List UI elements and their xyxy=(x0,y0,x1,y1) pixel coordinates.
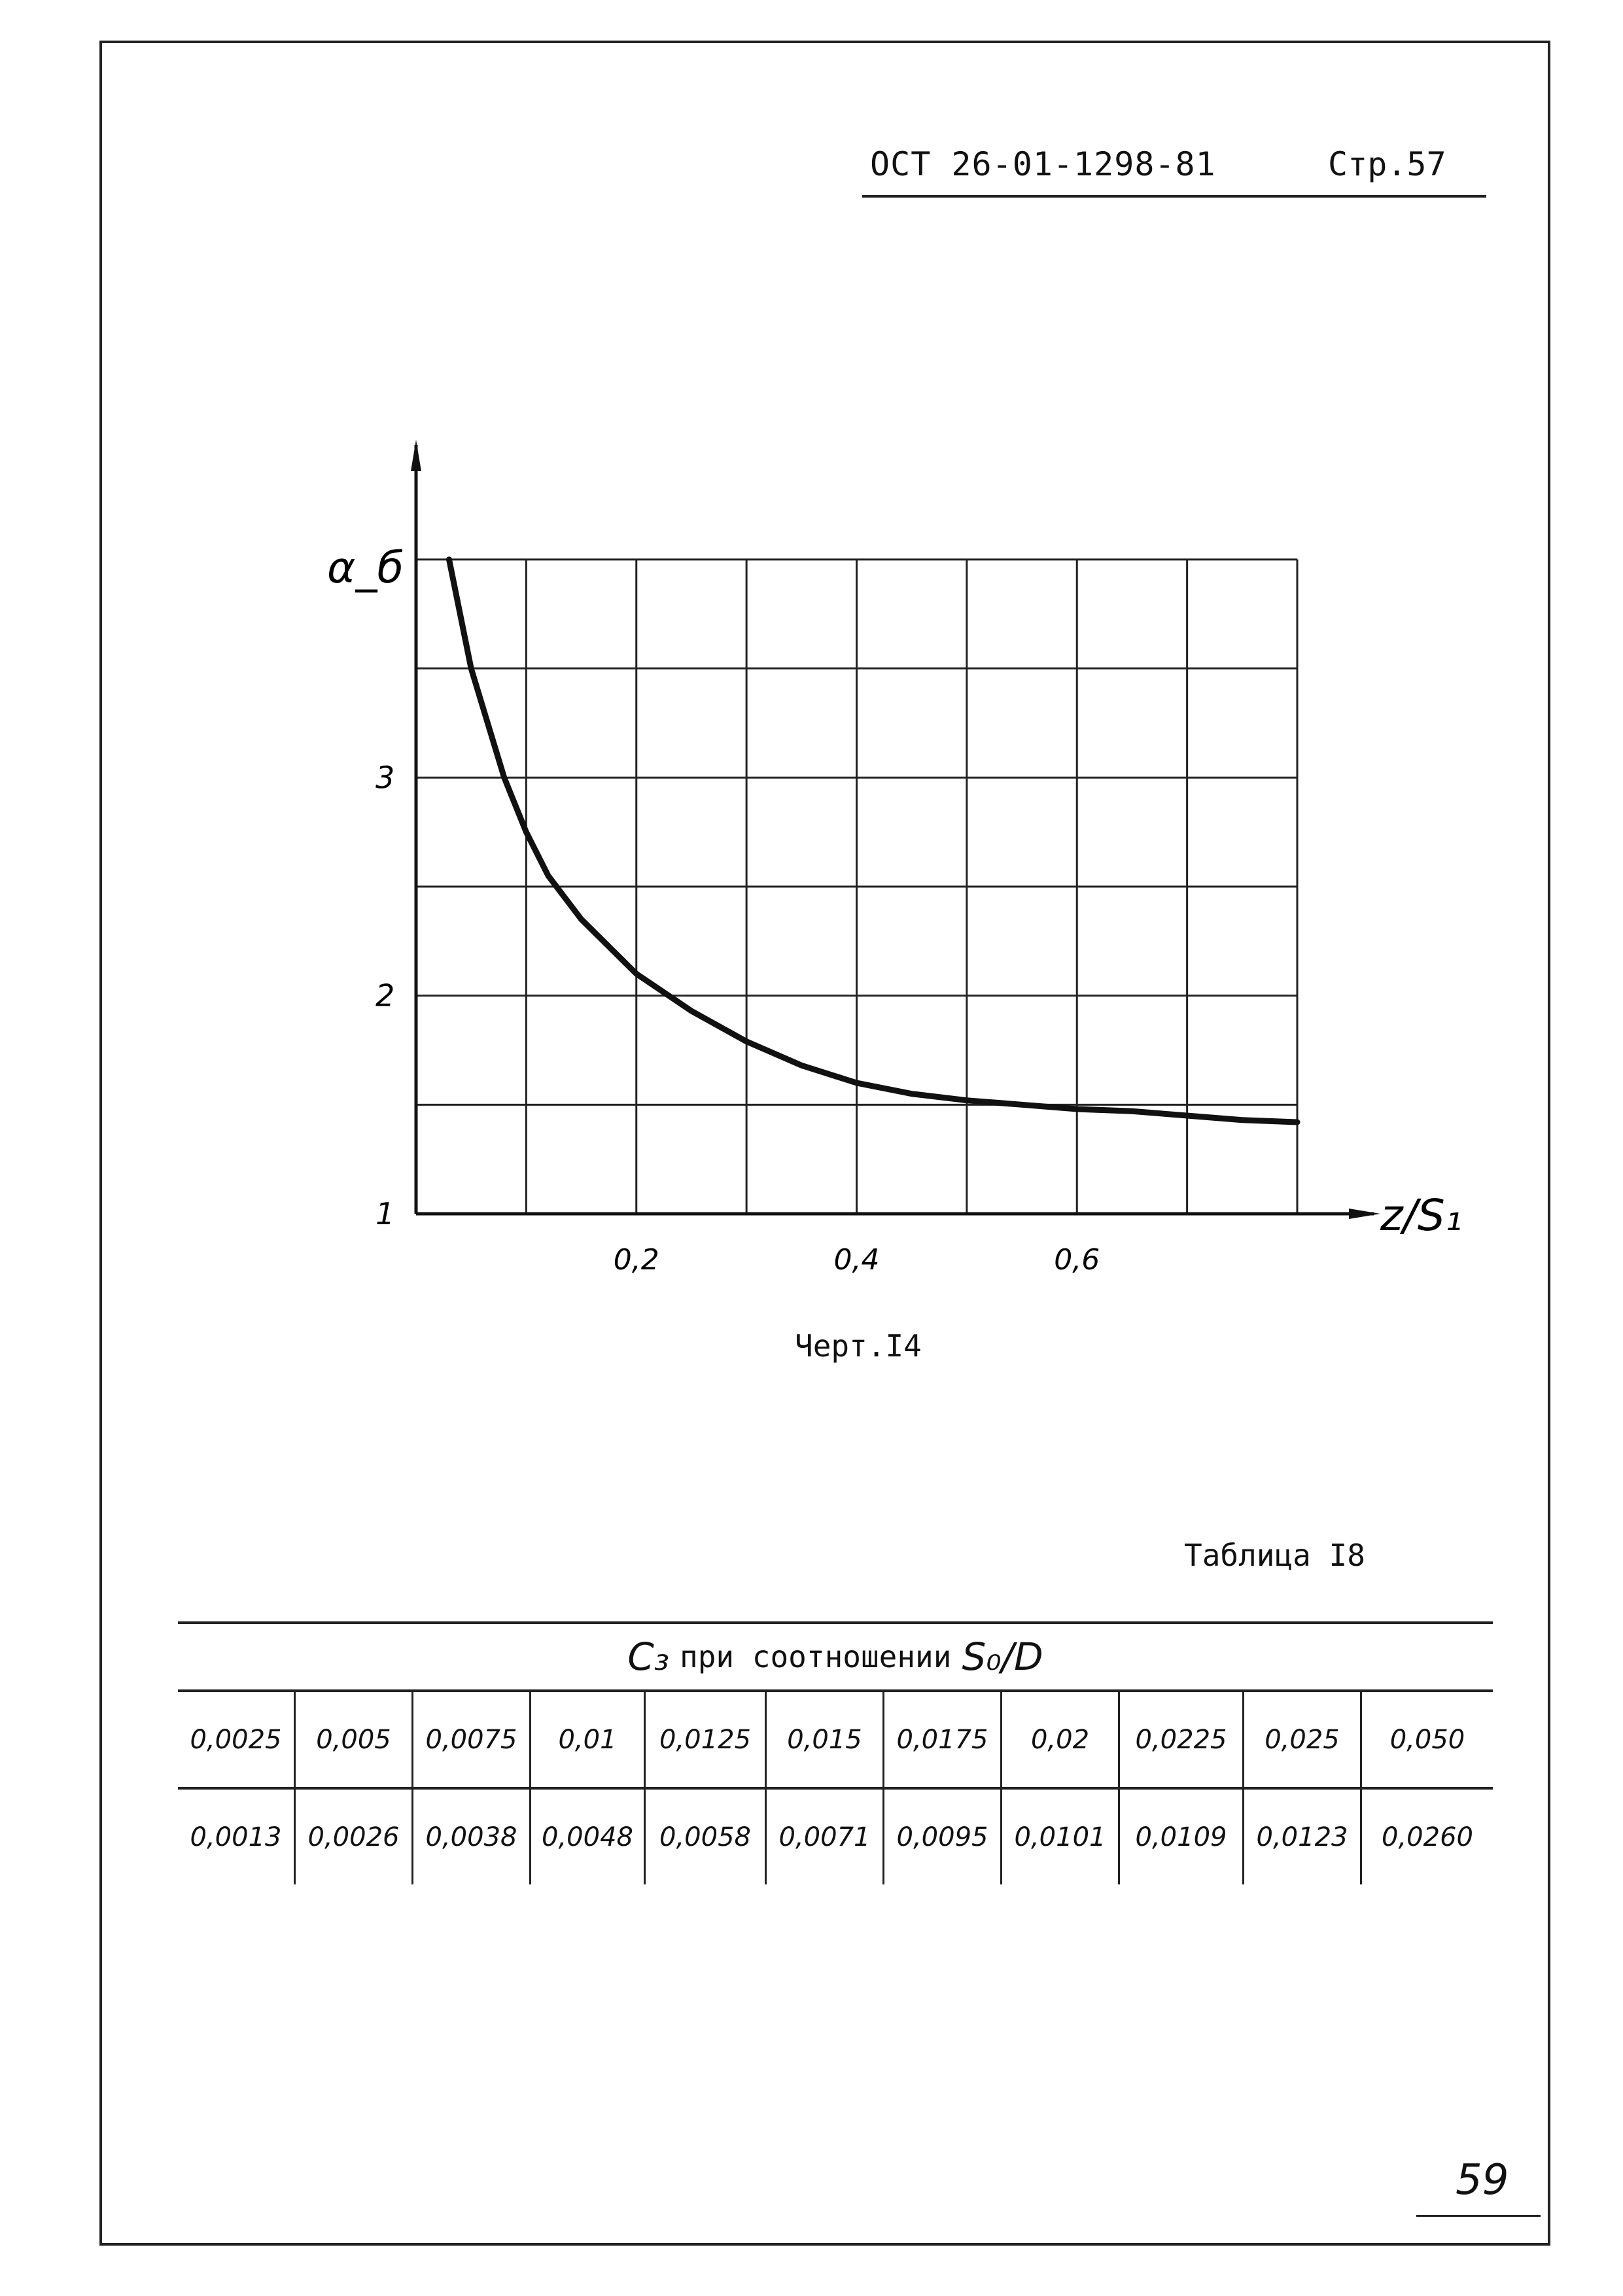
table-cell-c3: 0,0038 xyxy=(413,1790,531,1884)
table-cell-c3: 0,0048 xyxy=(531,1790,646,1884)
table-cell-ratio: 0,025 xyxy=(1244,1692,1362,1787)
page-number-underline xyxy=(1416,2215,1541,2217)
table-cell-c3: 0,0071 xyxy=(767,1790,884,1884)
table-cell-ratio: 0,0125 xyxy=(646,1692,767,1787)
table-row-c3 xyxy=(178,1790,1493,1884)
table-cell-c3: 0,0123 xyxy=(1244,1790,1362,1884)
x-tick-label: 0,4 xyxy=(833,1243,880,1277)
table-cell-c3: 0,0260 xyxy=(1382,1822,1473,1852)
page-number: 59 xyxy=(1456,2156,1509,2204)
chart-axes xyxy=(411,440,1380,1219)
header-text: при соотношении xyxy=(680,1639,952,1674)
table-cell-ratio: 0,0025 xyxy=(178,1692,296,1787)
table-cell-ratio: 0,050 xyxy=(1389,1724,1465,1755)
table-header xyxy=(178,1624,1493,1689)
tick-labels xyxy=(375,760,1100,1277)
coefficient-table xyxy=(178,1621,1493,1884)
table-cell-ratio: 0,0225 xyxy=(1120,1692,1244,1787)
header-ratio: S₀/D xyxy=(962,1634,1043,1679)
table-cell-c3: 0,0058 xyxy=(646,1790,767,1884)
chart-caption: Черт.I4 xyxy=(795,1328,922,1364)
y-tick-label: 2 xyxy=(375,978,395,1014)
y-axis-arrow xyxy=(411,440,421,471)
table-cell-ratio: 0,02 xyxy=(1002,1692,1120,1787)
table-cell-c3: 0,0101 xyxy=(1002,1790,1120,1884)
y-tick-label: 3 xyxy=(375,760,395,796)
x-axis-label: z/S₁ xyxy=(1380,1190,1463,1241)
page-reference: Стр.57 xyxy=(1328,145,1446,183)
table-cell-ratio: 0,015 xyxy=(767,1692,884,1787)
x-tick-label: 0,6 xyxy=(1054,1243,1100,1277)
table-cell-c3: 0,0095 xyxy=(884,1790,1002,1884)
table-cell-ratio: 0,01 xyxy=(531,1692,646,1787)
table-label: Таблица I8 xyxy=(1184,1538,1365,1573)
header-symbol: C₃ xyxy=(627,1634,670,1679)
table-cell-c3: 0,0109 xyxy=(1120,1790,1244,1884)
table-cell-ratio: 0,005 xyxy=(296,1692,413,1787)
series-line xyxy=(449,559,1298,1122)
table-row-ratio xyxy=(178,1692,1493,1787)
table-cell-c3: 0,0026 xyxy=(296,1790,413,1884)
document-code: ОСТ 26-01-1298-81 xyxy=(870,145,1216,183)
x-axis-arrow xyxy=(1349,1209,1380,1219)
x-tick-label: 0,2 xyxy=(613,1243,659,1277)
table-cell-ratio: 0,0175 xyxy=(884,1692,1002,1787)
table-cell-c3: 0,0013 xyxy=(178,1790,296,1884)
table-cell-ratio: 0,0075 xyxy=(413,1692,531,1787)
y-axis-label: α_б xyxy=(327,542,404,593)
y-tick-label: 1 xyxy=(375,1196,395,1231)
